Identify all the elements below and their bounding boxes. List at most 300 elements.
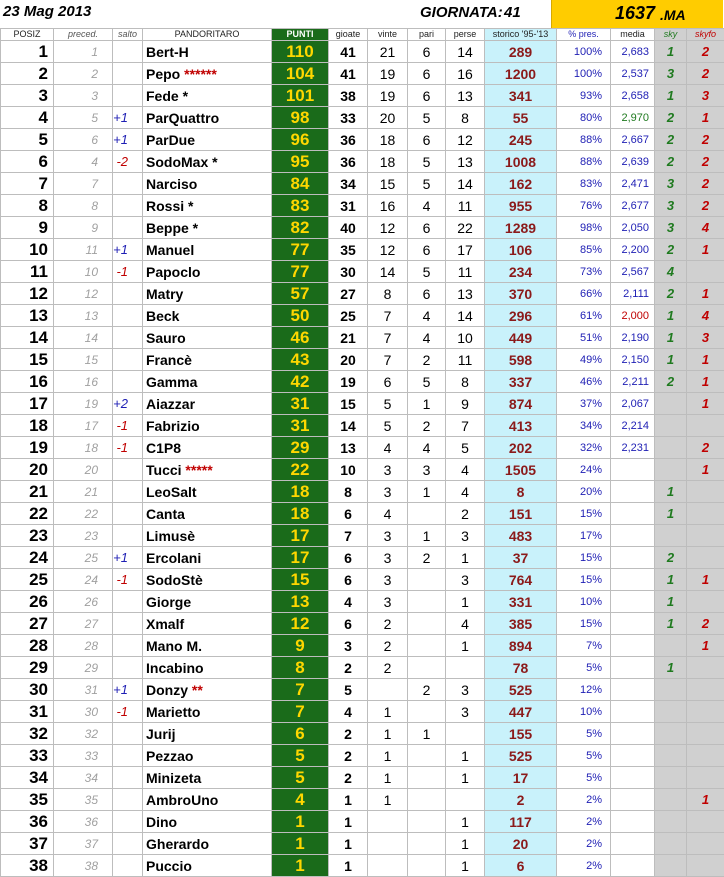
skyfo-cell: 2	[687, 41, 724, 63]
date-label: 23 Mag 2013	[3, 3, 91, 20]
sheet-header	[0, 0, 724, 28]
previous-position-cell: 21	[54, 481, 113, 503]
played-cell: 35	[329, 239, 368, 261]
table-row	[1, 85, 724, 107]
drawn-cell: 2	[408, 679, 446, 701]
won-cell: 5	[368, 415, 408, 437]
table-row	[1, 173, 724, 195]
played-cell: 30	[329, 261, 368, 283]
average-cell: 2,231	[611, 437, 655, 459]
table-row	[1, 833, 724, 855]
presence-cell: 100%	[557, 41, 611, 63]
presence-cell: 15%	[557, 569, 611, 591]
player-name-cell	[143, 481, 272, 503]
skyfo-cell: 1	[687, 635, 724, 657]
jump-cell: +2	[113, 393, 143, 415]
table-row	[1, 855, 724, 877]
table-row	[1, 723, 724, 745]
table-row	[1, 261, 724, 283]
jump-cell: -1	[113, 701, 143, 723]
player-name-cell	[143, 635, 272, 657]
historic-cell: 1200	[485, 63, 557, 85]
historic-cell: 449	[485, 327, 557, 349]
player-name-cell	[143, 723, 272, 745]
player-name-cell	[143, 63, 272, 85]
average-cell	[611, 679, 655, 701]
average-cell	[611, 855, 655, 877]
player-name: Sauro	[146, 330, 186, 346]
table-row	[1, 679, 724, 701]
played-cell: 13	[329, 437, 368, 459]
jump-cell	[113, 635, 143, 657]
player-name: Pepo	[146, 66, 180, 82]
drawn-cell: 6	[408, 239, 446, 261]
player-name-cell	[143, 767, 272, 789]
ma-box	[551, 0, 723, 29]
lost-cell: 1	[446, 635, 485, 657]
average-cell: 2,970	[611, 107, 655, 129]
points-cell: 42	[272, 371, 329, 393]
skyfo-cell	[687, 547, 724, 569]
points-cell: 110	[272, 41, 329, 63]
drawn-cell: 6	[408, 129, 446, 151]
drawn-cell: 5	[408, 107, 446, 129]
lost-cell	[446, 657, 485, 679]
player-name-cell	[143, 129, 272, 151]
position-cell: 1	[1, 41, 54, 63]
table-row	[1, 41, 724, 63]
won-cell: 3	[368, 547, 408, 569]
average-cell: 2,050	[611, 217, 655, 239]
average-cell	[611, 459, 655, 481]
played-cell: 2	[329, 767, 368, 789]
player-name: Incabino	[146, 660, 204, 676]
lost-cell: 4	[446, 613, 485, 635]
player-name: Gamma	[146, 374, 197, 390]
won-cell: 5	[368, 393, 408, 415]
drawn-cell	[408, 789, 446, 811]
historic-cell: 155	[485, 723, 557, 745]
points-cell: 77	[272, 261, 329, 283]
player-name: Giorge	[146, 594, 191, 610]
average-cell: 2,471	[611, 173, 655, 195]
played-cell: 1	[329, 855, 368, 877]
points-cell: 50	[272, 305, 329, 327]
giornata-number: 41	[504, 4, 521, 21]
skyfo-cell: 2	[687, 173, 724, 195]
sky-cell: 1	[655, 481, 687, 503]
played-cell: 1	[329, 811, 368, 833]
col-header-posiz: POSIZ	[1, 29, 54, 41]
historic-cell: 162	[485, 173, 557, 195]
played-cell: 31	[329, 195, 368, 217]
presence-cell: 83%	[557, 173, 611, 195]
col-header-punti: PUNTI	[272, 29, 329, 41]
average-cell: 2,667	[611, 129, 655, 151]
average-cell: 2,683	[611, 41, 655, 63]
previous-position-cell: 3	[54, 85, 113, 107]
historic-cell: 37	[485, 547, 557, 569]
presence-cell: 15%	[557, 503, 611, 525]
player-name-cell	[143, 239, 272, 261]
average-cell	[611, 745, 655, 767]
drawn-cell	[408, 503, 446, 525]
drawn-cell: 6	[408, 217, 446, 239]
jump-cell	[113, 745, 143, 767]
player-stars: **	[192, 682, 203, 698]
historic-cell: 78	[485, 657, 557, 679]
played-cell: 38	[329, 85, 368, 107]
won-cell: 7	[368, 305, 408, 327]
drawn-cell: 2	[408, 349, 446, 371]
previous-position-cell: 32	[54, 723, 113, 745]
position-cell: 10	[1, 239, 54, 261]
jump-cell	[113, 349, 143, 371]
table-row	[1, 151, 724, 173]
previous-position-cell: 35	[54, 789, 113, 811]
points-cell: 1	[272, 811, 329, 833]
jump-cell: +1	[113, 239, 143, 261]
points-cell: 31	[272, 393, 329, 415]
presence-cell: 17%	[557, 525, 611, 547]
position-cell: 30	[1, 679, 54, 701]
sky-cell: 1	[655, 613, 687, 635]
table-row	[1, 327, 724, 349]
table-row	[1, 239, 724, 261]
table-row	[1, 305, 724, 327]
position-cell: 37	[1, 833, 54, 855]
player-name: Aiazzar	[146, 396, 195, 412]
presence-cell: 2%	[557, 833, 611, 855]
points-cell: 77	[272, 239, 329, 261]
sky-cell: 2	[655, 371, 687, 393]
skyfo-cell	[687, 745, 724, 767]
historic-cell: 874	[485, 393, 557, 415]
player-name-cell	[143, 437, 272, 459]
historic-cell: 447	[485, 701, 557, 723]
position-cell: 24	[1, 547, 54, 569]
col-header-preced: preced.	[54, 29, 113, 41]
table-row	[1, 811, 724, 833]
average-cell	[611, 789, 655, 811]
presence-cell: 5%	[557, 767, 611, 789]
points-cell: 29	[272, 437, 329, 459]
presence-cell: 46%	[557, 371, 611, 393]
historic-cell: 106	[485, 239, 557, 261]
table-row	[1, 195, 724, 217]
historic-cell: 598	[485, 349, 557, 371]
table-row	[1, 745, 724, 767]
presence-cell: 100%	[557, 63, 611, 85]
col-header-skyfo: skyfo	[687, 29, 724, 41]
jump-cell	[113, 173, 143, 195]
player-name-cell	[143, 41, 272, 63]
skyfo-cell	[687, 701, 724, 723]
previous-position-cell: 30	[54, 701, 113, 723]
played-cell: 4	[329, 591, 368, 613]
column-header-row	[1, 29, 724, 41]
presence-cell: 15%	[557, 613, 611, 635]
col-header-perse: perse	[446, 29, 485, 41]
presence-cell: 24%	[557, 459, 611, 481]
points-cell: 22	[272, 459, 329, 481]
skyfo-cell	[687, 767, 724, 789]
average-cell	[611, 569, 655, 591]
jump-cell	[113, 327, 143, 349]
position-cell: 36	[1, 811, 54, 833]
standings-table	[0, 28, 724, 877]
presence-cell: 37%	[557, 393, 611, 415]
points-cell: 18	[272, 481, 329, 503]
previous-position-cell: 38	[54, 855, 113, 877]
previous-position-cell: 5	[54, 107, 113, 129]
points-cell: 84	[272, 173, 329, 195]
player-name: Rossi *	[146, 198, 193, 214]
skyfo-cell: 1	[687, 371, 724, 393]
skyfo-cell	[687, 855, 724, 877]
sky-cell: 2	[655, 151, 687, 173]
lost-cell: 17	[446, 239, 485, 261]
sky-cell: 3	[655, 173, 687, 195]
historic-cell: 483	[485, 525, 557, 547]
won-cell: 2	[368, 635, 408, 657]
points-cell: 104	[272, 63, 329, 85]
historic-cell: 331	[485, 591, 557, 613]
won-cell: 3	[368, 481, 408, 503]
player-name-cell	[143, 415, 272, 437]
position-cell: 5	[1, 129, 54, 151]
presence-cell: 2%	[557, 811, 611, 833]
table-row	[1, 415, 724, 437]
presence-cell: 98%	[557, 217, 611, 239]
average-cell: 2,111	[611, 283, 655, 305]
previous-position-cell: 9	[54, 217, 113, 239]
historic-cell: 2	[485, 789, 557, 811]
previous-position-cell: 19	[54, 393, 113, 415]
skyfo-cell: 2	[687, 63, 724, 85]
lost-cell: 5	[446, 437, 485, 459]
won-cell: 7	[368, 349, 408, 371]
won-cell: 1	[368, 789, 408, 811]
jump-cell	[113, 195, 143, 217]
lost-cell	[446, 723, 485, 745]
sky-cell: 1	[655, 657, 687, 679]
average-cell	[611, 481, 655, 503]
points-cell: 31	[272, 415, 329, 437]
average-cell: 2,190	[611, 327, 655, 349]
won-cell: 19	[368, 85, 408, 107]
skyfo-cell: 1	[687, 283, 724, 305]
player-name: SodoMax *	[146, 154, 218, 170]
table-row	[1, 217, 724, 239]
won-cell: 3	[368, 459, 408, 481]
skyfo-cell: 2	[687, 129, 724, 151]
col-header-media: media	[611, 29, 655, 41]
won-cell: 2	[368, 613, 408, 635]
points-cell: 15	[272, 569, 329, 591]
presence-cell: 49%	[557, 349, 611, 371]
lost-cell: 1	[446, 811, 485, 833]
jump-cell	[113, 833, 143, 855]
sky-cell: 1	[655, 85, 687, 107]
played-cell: 19	[329, 371, 368, 393]
position-cell: 15	[1, 349, 54, 371]
won-cell: 12	[368, 239, 408, 261]
drawn-cell: 6	[408, 63, 446, 85]
col-header-pandoritaro: PANDORITARO	[143, 29, 272, 41]
player-name: Fede *	[146, 88, 188, 104]
skyfo-cell: 2	[687, 195, 724, 217]
jump-cell	[113, 371, 143, 393]
historic-cell: 17	[485, 767, 557, 789]
player-name: Pezzao	[146, 748, 193, 764]
points-cell: 9	[272, 635, 329, 657]
played-cell: 5	[329, 679, 368, 701]
historic-cell: 385	[485, 613, 557, 635]
drawn-cell: 2	[408, 415, 446, 437]
previous-position-cell: 25	[54, 547, 113, 569]
lost-cell: 1	[446, 767, 485, 789]
sky-cell	[655, 415, 687, 437]
ma-suffix: .MA	[660, 7, 686, 23]
skyfo-cell: 2	[687, 151, 724, 173]
player-stars: ******	[184, 66, 217, 82]
player-name-cell	[143, 591, 272, 613]
won-cell: 8	[368, 283, 408, 305]
skyfo-cell: 1	[687, 459, 724, 481]
sky-cell	[655, 525, 687, 547]
drawn-cell	[408, 613, 446, 635]
played-cell: 41	[329, 41, 368, 63]
average-cell	[611, 547, 655, 569]
presence-cell: 5%	[557, 657, 611, 679]
skyfo-cell: 1	[687, 239, 724, 261]
lost-cell: 8	[446, 107, 485, 129]
played-cell: 6	[329, 613, 368, 635]
player-name: SodoStè	[146, 572, 203, 588]
presence-cell: 12%	[557, 679, 611, 701]
jump-cell: +1	[113, 679, 143, 701]
skyfo-cell: 4	[687, 217, 724, 239]
played-cell: 21	[329, 327, 368, 349]
average-cell: 2,567	[611, 261, 655, 283]
col-header-pari: pari	[408, 29, 446, 41]
jump-cell	[113, 767, 143, 789]
table-row	[1, 63, 724, 85]
previous-position-cell: 15	[54, 349, 113, 371]
historic-cell: 6	[485, 855, 557, 877]
player-name-cell	[143, 657, 272, 679]
points-cell: 5	[272, 745, 329, 767]
average-cell	[611, 723, 655, 745]
position-cell: 18	[1, 415, 54, 437]
lost-cell	[446, 789, 485, 811]
lost-cell: 11	[446, 261, 485, 283]
position-cell: 16	[1, 371, 54, 393]
sky-cell: 1	[655, 569, 687, 591]
points-cell: 82	[272, 217, 329, 239]
skyfo-cell: 1	[687, 107, 724, 129]
player-name-cell	[143, 459, 272, 481]
player-name-cell	[143, 701, 272, 723]
historic-cell: 337	[485, 371, 557, 393]
historic-cell: 525	[485, 745, 557, 767]
presence-cell: 15%	[557, 547, 611, 569]
drawn-cell	[408, 569, 446, 591]
skyfo-cell: 1	[687, 789, 724, 811]
sky-cell: 3	[655, 63, 687, 85]
jump-cell: +1	[113, 547, 143, 569]
jump-cell	[113, 481, 143, 503]
previous-position-cell: 10	[54, 261, 113, 283]
skyfo-cell	[687, 679, 724, 701]
sky-cell: 1	[655, 305, 687, 327]
average-cell	[611, 503, 655, 525]
previous-position-cell: 29	[54, 657, 113, 679]
player-name-cell	[143, 261, 272, 283]
player-name-cell	[143, 85, 272, 107]
won-cell: 3	[368, 569, 408, 591]
player-name: Donzy	[146, 682, 188, 698]
player-name: Canta	[146, 506, 185, 522]
previous-position-cell: 33	[54, 745, 113, 767]
jump-cell: +1	[113, 107, 143, 129]
previous-position-cell: 34	[54, 767, 113, 789]
won-cell: 1	[368, 723, 408, 745]
player-name: ParQuattro	[146, 110, 219, 126]
presence-cell: 32%	[557, 437, 611, 459]
sky-cell: 3	[655, 195, 687, 217]
points-cell: 17	[272, 525, 329, 547]
points-cell: 12	[272, 613, 329, 635]
lost-cell: 14	[446, 41, 485, 63]
points-cell: 7	[272, 679, 329, 701]
average-cell	[611, 635, 655, 657]
lost-cell: 3	[446, 569, 485, 591]
drawn-cell: 6	[408, 283, 446, 305]
drawn-cell	[408, 701, 446, 723]
sky-cell: 2	[655, 129, 687, 151]
historic-cell: 894	[485, 635, 557, 657]
historic-cell: 764	[485, 569, 557, 591]
jump-cell	[113, 41, 143, 63]
player-name: Jurij	[146, 726, 176, 742]
skyfo-cell	[687, 657, 724, 679]
played-cell: 25	[329, 305, 368, 327]
player-name-cell	[143, 107, 272, 129]
sky-cell: 4	[655, 261, 687, 283]
col-header-vinte: vinte	[368, 29, 408, 41]
player-name-cell	[143, 789, 272, 811]
player-name-cell	[143, 217, 272, 239]
table-row	[1, 525, 724, 547]
won-cell: 1	[368, 701, 408, 723]
lost-cell: 4	[446, 481, 485, 503]
played-cell: 14	[329, 415, 368, 437]
position-cell: 33	[1, 745, 54, 767]
average-cell	[611, 811, 655, 833]
table-row	[1, 657, 724, 679]
sky-cell	[655, 701, 687, 723]
position-cell: 26	[1, 591, 54, 613]
sky-cell	[655, 855, 687, 877]
drawn-cell: 1	[408, 525, 446, 547]
jump-cell	[113, 789, 143, 811]
historic-cell: 1008	[485, 151, 557, 173]
previous-position-cell: 12	[54, 283, 113, 305]
presence-cell: 73%	[557, 261, 611, 283]
player-name: Minizeta	[146, 770, 201, 786]
